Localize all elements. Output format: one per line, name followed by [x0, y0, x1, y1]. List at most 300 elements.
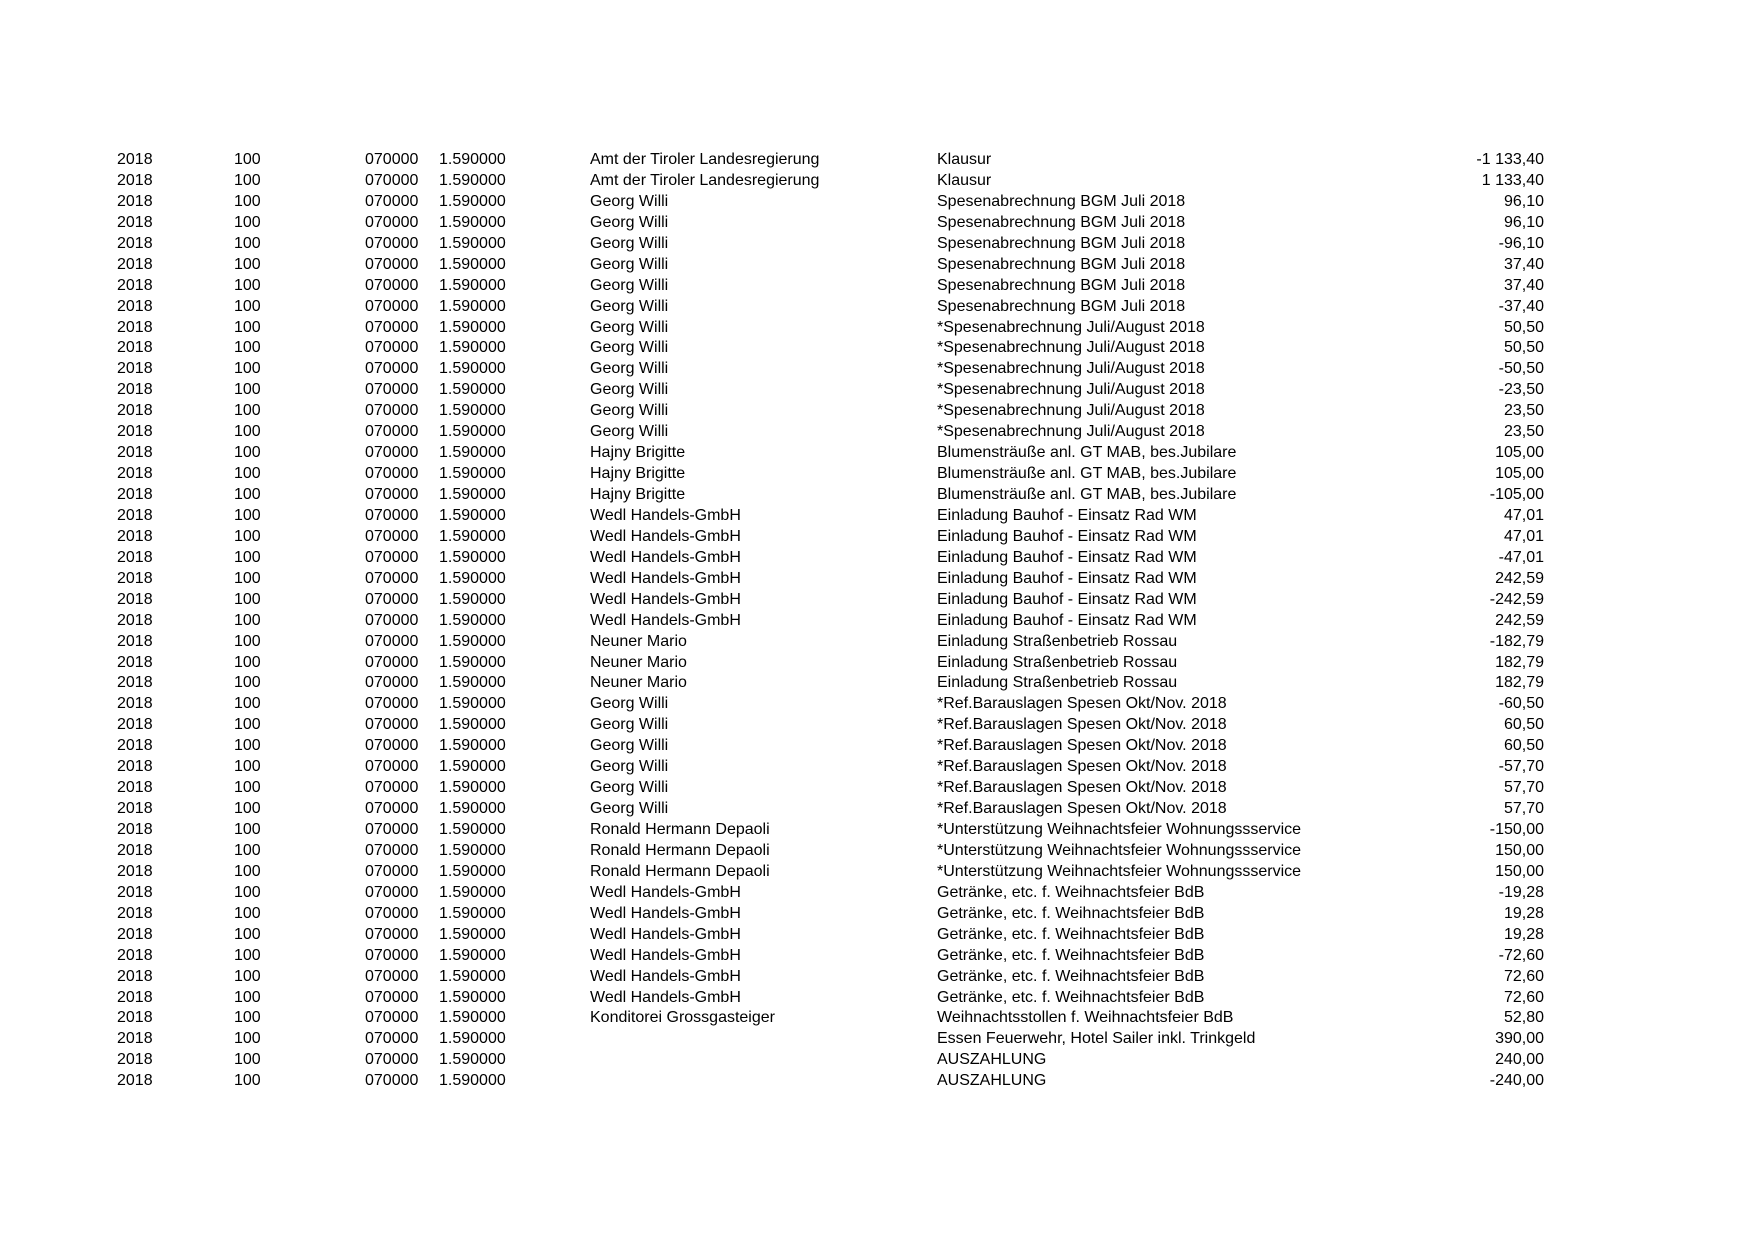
payee-cell: Georg Willi: [590, 234, 669, 252]
code-cell: 100: [234, 1072, 261, 1090]
amount-cell: 37,40: [1503, 276, 1544, 294]
payee-cell: Georg Willi: [590, 716, 669, 734]
subaccount-cell: 1.590000: [439, 548, 506, 566]
amount-cell: -23,50: [1498, 381, 1544, 399]
code-cell: 100: [234, 171, 261, 189]
amount-cell: 19,28: [1503, 904, 1544, 922]
subaccount-cell: 1.590000: [439, 151, 506, 168]
description-cell: Getränke, etc. f. Weihnachtsfeier BdB: [937, 988, 1205, 1006]
amount-cell: 96,10: [1503, 192, 1544, 210]
amount-cell: 57,70: [1503, 779, 1544, 797]
code-cell: 100: [234, 360, 261, 378]
payee-cell: Georg Willi: [590, 360, 669, 378]
subaccount-cell: 1.590000: [439, 1030, 506, 1048]
payee-cell: Wedl Handels-GmbH: [590, 611, 741, 629]
code-cell: 100: [234, 779, 261, 797]
code-cell: 100: [234, 465, 261, 483]
amount-cell: -1 133,40: [1476, 151, 1544, 168]
account-cell: 070000: [365, 444, 419, 462]
account-cell: 070000: [365, 527, 419, 545]
year-cell: 2018: [117, 255, 153, 273]
amount-cell: 23,50: [1503, 423, 1544, 441]
description-cell: Getränke, etc. f. Weihnachtsfeier BdB: [937, 883, 1205, 901]
subaccount-cell: 1.590000: [439, 318, 506, 336]
table-row: [0, 673, 1754, 694]
year-cell: 2018: [117, 381, 153, 399]
year-cell: 2018: [117, 841, 153, 859]
amount-cell: 242,59: [1495, 569, 1544, 587]
subaccount-cell: 1.590000: [439, 381, 506, 399]
table-row: [0, 192, 1754, 213]
ledger-table: [0, 150, 1754, 1092]
payee-cell: Ronald Hermann Depaoli: [590, 862, 770, 880]
table-row: [0, 318, 1754, 339]
table-row: [0, 715, 1754, 736]
payee-cell: Wedl Handels-GmbH: [590, 527, 741, 545]
account-cell: 070000: [365, 800, 419, 818]
table-row: [0, 820, 1754, 841]
payee-cell: Neuner Mario: [590, 653, 687, 671]
subaccount-cell: 1.590000: [439, 653, 506, 671]
amount-cell: -37,40: [1498, 297, 1544, 315]
description-cell: Spesenabrechnung BGM Juli 2018: [937, 234, 1186, 252]
payee-cell: Wedl Handels-GmbH: [590, 569, 741, 587]
code-cell: 100: [234, 297, 261, 315]
subaccount-cell: 1.590000: [439, 821, 506, 838]
year-cell: 2018: [117, 444, 153, 462]
account-cell: 070000: [365, 841, 419, 859]
code-cell: 100: [234, 151, 261, 168]
description-cell: Einladung Bauhof - Einsatz Rad WM: [937, 590, 1197, 608]
year-cell: 2018: [117, 527, 153, 545]
payee-cell: Wedl Handels-GmbH: [590, 590, 741, 608]
description-cell: AUSZAHLUNG: [937, 1072, 1047, 1090]
account-cell: 070000: [365, 1072, 419, 1090]
code-cell: 100: [234, 548, 261, 566]
payee-cell: Hajny Brigitte: [590, 444, 686, 462]
table-row: [0, 925, 1754, 946]
year-cell: 2018: [117, 779, 153, 797]
table-row: [0, 443, 1754, 464]
code-cell: 100: [234, 318, 261, 336]
account-cell: 070000: [365, 695, 419, 713]
subaccount-cell: 1.590000: [439, 402, 506, 420]
amount-cell: 60,50: [1503, 737, 1544, 755]
amount-cell: -60,50: [1498, 695, 1544, 713]
amount-cell: 19,28: [1503, 925, 1544, 943]
subaccount-cell: 1.590000: [439, 339, 506, 357]
amount-cell: 182,79: [1495, 653, 1544, 671]
subaccount-cell: 1.590000: [439, 506, 506, 524]
description-cell: Weihnachtsstollen f. Weihnachtsfeier BdB: [937, 1009, 1234, 1027]
subaccount-cell: 1.590000: [439, 1051, 506, 1069]
description-cell: Essen Feuerwehr, Hotel Sailer inkl. Trinkgeld: [937, 1030, 1256, 1048]
amount-cell: 390,00: [1495, 1030, 1544, 1048]
description-cell: Blumensträuße anl. GT MAB, bes.Jubilare: [937, 444, 1237, 462]
amount-cell: -72,60: [1498, 946, 1544, 964]
payee-cell: Georg Willi: [590, 276, 669, 294]
table-row: [0, 297, 1754, 318]
account-cell: 070000: [365, 653, 419, 671]
description-cell: Einladung Bauhof - Einsatz Rad WM: [937, 506, 1197, 524]
amount-cell: 72,60: [1503, 988, 1544, 1006]
table-row: [0, 653, 1754, 674]
table-row: [0, 1050, 1754, 1071]
description-cell: Klausur: [937, 151, 992, 168]
amount-cell: 240,00: [1495, 1051, 1544, 1069]
subaccount-cell: 1.590000: [439, 904, 506, 922]
table-row: [0, 464, 1754, 485]
year-cell: 2018: [117, 339, 153, 357]
payee-cell: Georg Willi: [590, 255, 669, 273]
table-row: [0, 485, 1754, 506]
year-cell: 2018: [117, 548, 153, 566]
description-cell: *Ref.Barauslagen Spesen Okt/Nov. 2018: [937, 737, 1227, 755]
year-cell: 2018: [117, 967, 153, 985]
payee-cell: Georg Willi: [590, 213, 669, 231]
subaccount-cell: 1.590000: [439, 716, 506, 734]
subaccount-cell: 1.590000: [439, 444, 506, 462]
description-cell: AUSZAHLUNG: [937, 1051, 1047, 1069]
description-cell: Einladung Straßenbetrieb Rossau: [937, 632, 1178, 650]
table-row: [0, 778, 1754, 799]
payee-cell: Wedl Handels-GmbH: [590, 548, 741, 566]
code-cell: 100: [234, 925, 261, 943]
account-cell: 070000: [365, 674, 419, 692]
table-row: [0, 150, 1754, 171]
amount-cell: -96,10: [1498, 234, 1544, 252]
account-cell: 070000: [365, 234, 419, 252]
table-row: [0, 255, 1754, 276]
subaccount-cell: 1.590000: [439, 611, 506, 629]
account-cell: 070000: [365, 611, 419, 629]
account-cell: 070000: [365, 737, 419, 755]
subaccount-cell: 1.590000: [439, 255, 506, 273]
description-cell: Getränke, etc. f. Weihnachtsfeier BdB: [937, 925, 1205, 943]
amount-cell: -240,00: [1489, 1072, 1544, 1090]
code-cell: 100: [234, 800, 261, 818]
description-cell: Spesenabrechnung BGM Juli 2018: [937, 192, 1186, 210]
description-cell: Einladung Bauhof - Einsatz Rad WM: [937, 611, 1197, 629]
year-cell: 2018: [117, 946, 153, 964]
payee-cell: Georg Willi: [590, 779, 669, 797]
year-cell: 2018: [117, 1030, 153, 1048]
payee-cell: Neuner Mario: [590, 674, 687, 692]
table-row: [0, 841, 1754, 862]
account-cell: 070000: [365, 318, 419, 336]
payee-cell: Georg Willi: [590, 192, 669, 210]
table-row: [0, 967, 1754, 988]
subaccount-cell: 1.590000: [439, 632, 506, 650]
payee-cell: Ronald Hermann Depaoli: [590, 841, 770, 859]
account-cell: 070000: [365, 925, 419, 943]
description-cell: Spesenabrechnung BGM Juli 2018: [937, 297, 1186, 315]
account-cell: 070000: [365, 758, 419, 776]
table-row: [0, 757, 1754, 778]
year-cell: 2018: [117, 611, 153, 629]
year-cell: 2018: [117, 695, 153, 713]
account-cell: 070000: [365, 1009, 419, 1027]
account-cell: 070000: [365, 590, 419, 608]
account-cell: 070000: [365, 506, 419, 524]
account-cell: 070000: [365, 862, 419, 880]
payee-cell: Georg Willi: [590, 737, 669, 755]
subaccount-cell: 1.590000: [439, 486, 506, 503]
code-cell: 100: [234, 423, 261, 441]
year-cell: 2018: [117, 360, 153, 378]
code-cell: 100: [234, 339, 261, 357]
description-cell: *Ref.Barauslagen Spesen Okt/Nov. 2018: [937, 695, 1227, 713]
code-cell: 100: [234, 527, 261, 545]
description-cell: *Spesenabrechnung Juli/August 2018: [937, 360, 1205, 378]
year-cell: 2018: [117, 171, 153, 189]
amount-cell: 60,50: [1503, 716, 1544, 734]
account-cell: 070000: [365, 716, 419, 734]
account-cell: 070000: [365, 1051, 419, 1069]
payee-cell: Hajny Brigitte: [590, 465, 686, 483]
description-cell: Spesenabrechnung BGM Juli 2018: [937, 255, 1186, 273]
code-cell: 100: [234, 444, 261, 462]
subaccount-cell: 1.590000: [439, 758, 506, 776]
code-cell: 100: [234, 611, 261, 629]
subaccount-cell: 1.590000: [439, 967, 506, 985]
subaccount-cell: 1.590000: [439, 360, 506, 378]
year-cell: 2018: [117, 276, 153, 294]
account-cell: 070000: [365, 339, 419, 357]
amount-cell: 105,00: [1495, 444, 1544, 462]
description-cell: Getränke, etc. f. Weihnachtsfeier BdB: [937, 967, 1205, 985]
code-cell: 100: [234, 402, 261, 420]
subaccount-cell: 1.590000: [439, 925, 506, 943]
amount-cell: -150,00: [1489, 821, 1544, 838]
year-cell: 2018: [117, 569, 153, 587]
amount-cell: 105,00: [1495, 465, 1544, 483]
subaccount-cell: 1.590000: [439, 1072, 506, 1090]
subaccount-cell: 1.590000: [439, 695, 506, 713]
table-row: [0, 632, 1754, 653]
description-cell: Spesenabrechnung BGM Juli 2018: [937, 276, 1186, 294]
code-cell: 100: [234, 569, 261, 587]
subaccount-cell: 1.590000: [439, 841, 506, 859]
payee-cell: Wedl Handels-GmbH: [590, 988, 741, 1006]
payee-cell: Georg Willi: [590, 758, 669, 776]
description-cell: Getränke, etc. f. Weihnachtsfeier BdB: [937, 946, 1205, 964]
year-cell: 2018: [117, 653, 153, 671]
year-cell: 2018: [117, 234, 153, 252]
table-row: [0, 799, 1754, 820]
code-cell: 100: [234, 590, 261, 608]
subaccount-cell: 1.590000: [439, 192, 506, 210]
code-cell: 100: [234, 1051, 261, 1069]
account-cell: 070000: [365, 821, 419, 838]
amount-cell: 182,79: [1495, 674, 1544, 692]
code-cell: 100: [234, 506, 261, 524]
subaccount-cell: 1.590000: [439, 569, 506, 587]
year-cell: 2018: [117, 821, 153, 838]
code-cell: 100: [234, 1009, 261, 1027]
table-row: [0, 548, 1754, 569]
table-row: [0, 904, 1754, 925]
code-cell: 100: [234, 674, 261, 692]
table-row: [0, 1029, 1754, 1050]
account-cell: 070000: [365, 192, 419, 210]
table-row: [0, 569, 1754, 590]
description-cell: Getränke, etc. f. Weihnachtsfeier BdB: [937, 904, 1205, 922]
account-cell: 070000: [365, 151, 419, 168]
account-cell: 070000: [365, 297, 419, 315]
account-cell: 070000: [365, 779, 419, 797]
code-cell: 100: [234, 967, 261, 985]
code-cell: 100: [234, 653, 261, 671]
table-row: [0, 527, 1754, 548]
subaccount-cell: 1.590000: [439, 171, 506, 189]
code-cell: 100: [234, 276, 261, 294]
account-cell: 070000: [365, 1030, 419, 1048]
amount-cell: 52,80: [1503, 1009, 1544, 1027]
amount-cell: -105,00: [1489, 486, 1544, 503]
description-cell: *Spesenabrechnung Juli/August 2018: [937, 381, 1205, 399]
payee-cell: Hajny Brigitte: [590, 486, 686, 503]
amount-cell: 23,50: [1503, 402, 1544, 420]
amount-cell: 50,50: [1503, 339, 1544, 357]
year-cell: 2018: [117, 925, 153, 943]
code-cell: 100: [234, 255, 261, 273]
payee-cell: Konditorei Grossgasteiger: [590, 1009, 775, 1027]
code-cell: 100: [234, 883, 261, 901]
year-cell: 2018: [117, 737, 153, 755]
amount-cell: 72,60: [1503, 967, 1544, 985]
account-cell: 070000: [365, 946, 419, 964]
description-cell: Einladung Bauhof - Einsatz Rad WM: [937, 569, 1197, 587]
payee-cell: Wedl Handels-GmbH: [590, 925, 741, 943]
description-cell: *Spesenabrechnung Juli/August 2018: [937, 339, 1205, 357]
year-cell: 2018: [117, 883, 153, 901]
amount-cell: 47,01: [1503, 506, 1544, 524]
account-cell: 070000: [365, 465, 419, 483]
payee-cell: Wedl Handels-GmbH: [590, 946, 741, 964]
subaccount-cell: 1.590000: [439, 862, 506, 880]
description-cell: Blumensträuße anl. GT MAB, bes.Jubilare: [937, 486, 1237, 503]
code-cell: 100: [234, 632, 261, 650]
payee-cell: Georg Willi: [590, 318, 669, 336]
description-cell: *Ref.Barauslagen Spesen Okt/Nov. 2018: [937, 779, 1227, 797]
payee-cell: Georg Willi: [590, 695, 669, 713]
payee-cell: Wedl Handels-GmbH: [590, 506, 741, 524]
account-cell: 070000: [365, 402, 419, 420]
table-row: [0, 1071, 1754, 1092]
payee-cell: Wedl Handels-GmbH: [590, 883, 741, 901]
subaccount-cell: 1.590000: [439, 988, 506, 1006]
year-cell: 2018: [117, 758, 153, 776]
subaccount-cell: 1.590000: [439, 674, 506, 692]
code-cell: 100: [234, 841, 261, 859]
year-cell: 2018: [117, 632, 153, 650]
code-cell: 100: [234, 695, 261, 713]
amount-cell: -19,28: [1498, 883, 1544, 901]
description-cell: Spesenabrechnung BGM Juli 2018: [937, 213, 1186, 231]
payee-cell: Wedl Handels-GmbH: [590, 904, 741, 922]
description-cell: Einladung Straßenbetrieb Rossau: [937, 653, 1178, 671]
table-row: [0, 883, 1754, 904]
table-row: [0, 694, 1754, 715]
amount-cell: 57,70: [1503, 800, 1544, 818]
amount-cell: 242,59: [1495, 611, 1544, 629]
code-cell: 100: [234, 988, 261, 1006]
year-cell: 2018: [117, 151, 153, 168]
amount-cell: -242,59: [1489, 590, 1544, 608]
description-cell: *Ref.Barauslagen Spesen Okt/Nov. 2018: [937, 758, 1227, 776]
amount-cell: -57,70: [1498, 758, 1544, 776]
subaccount-cell: 1.590000: [439, 737, 506, 755]
payee-cell: Amt der Tiroler Landesregierung: [590, 171, 820, 189]
account-cell: 070000: [365, 904, 419, 922]
subaccount-cell: 1.590000: [439, 883, 506, 901]
description-cell: Einladung Straßenbetrieb Rossau: [937, 674, 1178, 692]
account-cell: 070000: [365, 360, 419, 378]
year-cell: 2018: [117, 486, 153, 503]
account-cell: 070000: [365, 255, 419, 273]
table-row: [0, 171, 1754, 192]
table-row: [0, 736, 1754, 757]
table-row: [0, 946, 1754, 967]
table-row: [0, 988, 1754, 1009]
table-row: [0, 506, 1754, 527]
account-cell: 070000: [365, 381, 419, 399]
description-cell: *Spesenabrechnung Juli/August 2018: [937, 423, 1205, 441]
year-cell: 2018: [117, 1072, 153, 1090]
code-cell: 100: [234, 1030, 261, 1048]
subaccount-cell: 1.590000: [439, 213, 506, 231]
account-cell: 070000: [365, 171, 419, 189]
code-cell: 100: [234, 737, 261, 755]
code-cell: 100: [234, 821, 261, 838]
account-cell: 070000: [365, 632, 419, 650]
account-cell: 070000: [365, 569, 419, 587]
year-cell: 2018: [117, 192, 153, 210]
account-cell: 070000: [365, 548, 419, 566]
payee-cell: Georg Willi: [590, 402, 669, 420]
table-row: [0, 401, 1754, 422]
payee-cell: Georg Willi: [590, 297, 669, 315]
table-row: [0, 590, 1754, 611]
code-cell: 100: [234, 904, 261, 922]
year-cell: 2018: [117, 506, 153, 524]
year-cell: 2018: [117, 590, 153, 608]
year-cell: 2018: [117, 1051, 153, 1069]
account-cell: 070000: [365, 276, 419, 294]
code-cell: 100: [234, 862, 261, 880]
code-cell: 100: [234, 486, 261, 503]
payee-cell: Neuner Mario: [590, 632, 687, 650]
description-cell: Klausur: [937, 171, 992, 189]
year-cell: 2018: [117, 800, 153, 818]
amount-cell: 150,00: [1495, 862, 1544, 880]
description-cell: Einladung Bauhof - Einsatz Rad WM: [937, 527, 1197, 545]
description-cell: *Unterstützung Weihnachtsfeier Wohnungssservice: [937, 862, 1302, 880]
year-cell: 2018: [117, 465, 153, 483]
amount-cell: 96,10: [1503, 213, 1544, 231]
amount-cell: 50,50: [1503, 318, 1544, 336]
subaccount-cell: 1.590000: [439, 423, 506, 441]
table-row: [0, 1008, 1754, 1029]
subaccount-cell: 1.590000: [439, 297, 506, 315]
table-row: [0, 862, 1754, 883]
code-cell: 100: [234, 946, 261, 964]
subaccount-cell: 1.590000: [439, 779, 506, 797]
year-cell: 2018: [117, 674, 153, 692]
table-row: [0, 611, 1754, 632]
year-cell: 2018: [117, 862, 153, 880]
